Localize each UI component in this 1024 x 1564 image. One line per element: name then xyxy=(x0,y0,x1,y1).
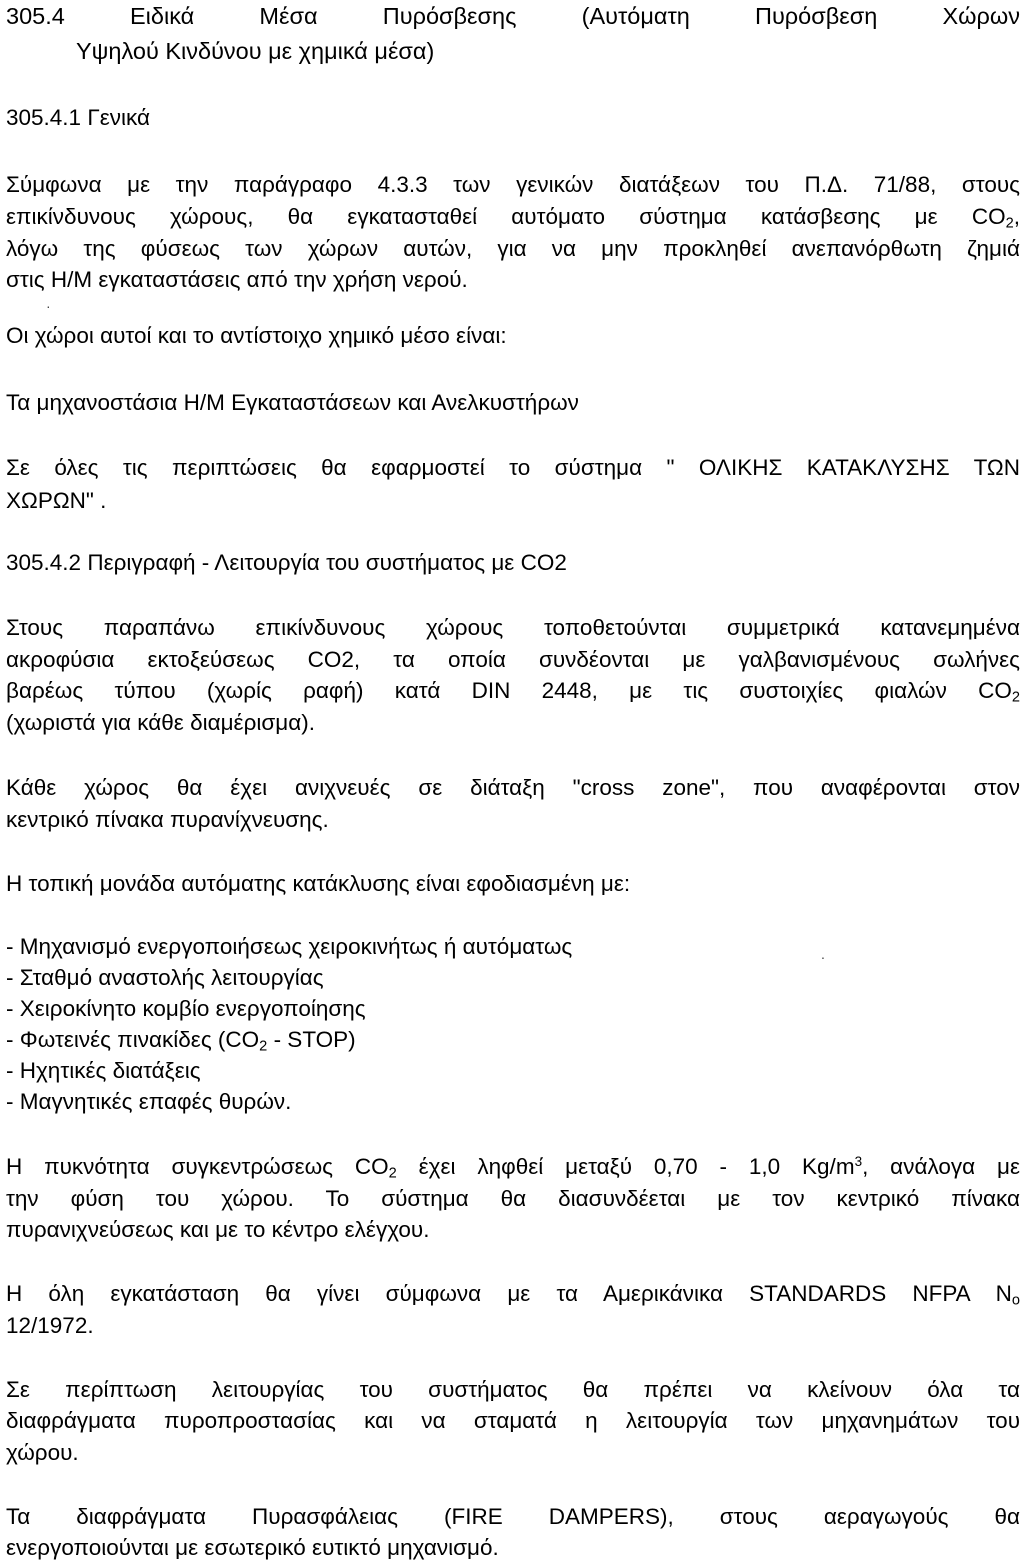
paragraph-line: Οι χώροι αυτοί και το αντίστοιχο χημικό μέσο είναι: xyxy=(6,323,507,348)
paragraph-line: βαρέως τύπου (χωρίς ραφή) κατά DIN 2448, με τις συστοιχίες φιαλών $CO_2$ xyxy=(6,678,1020,706)
scan-speck: . xyxy=(821,946,825,962)
paragraph-line: Η όλη εγκατάσταση θα γίνει σύμφωνα με τα Αμερικάνικα STANDARDS NFPA $N_o$ xyxy=(6,1281,1020,1309)
section-heading-305-4-1: 305.4.1 Γενικά xyxy=(6,105,150,130)
paragraph-line: λόγω της φύσεως των χώρων αυτών, για να μην προκληθεί ανεπανόρθωτη ζημιά xyxy=(6,236,1020,261)
paragraph-line: Κάθε χώρος θα έχει ανιχνευές σε διάταξη "cross zone", που αναφέρονται στον xyxy=(6,775,1020,800)
paragraph-line: Τα μηχανοστάσια Η/Μ Εγκαταστάσεων και Ανελκυστήρων xyxy=(6,390,579,415)
paragraph-line: ενεργοποιούνται με εσωτερικό ευτικτό μηχανισμό. xyxy=(6,1535,499,1560)
paragraph-line: Στους παραπάνω επικίνδυνους χώρους τοποθετούνται συμμετρικά κατανεμημένα xyxy=(6,615,1020,640)
section-heading-305-4-2: 305.4.2 Περιγραφή - Λειτουργία του συστήματος με CO2 xyxy=(6,550,567,575)
list-item: - Φωτεινές πινακίδες ($CO_2$ - STOP) xyxy=(6,1027,356,1055)
paragraph-line: χώρου. xyxy=(6,1440,79,1465)
paragraph-line: Τα διαφράγματα Πυρασφάλειας (FIRE DAMPERS), στους αεραγωγούς θα xyxy=(6,1504,1020,1529)
section-title-305-4-line1: 305.4 Ειδικά Μέσα Πυρόσβεσης (Αυτόματη Πυρόσβεση Χώρων xyxy=(6,3,1020,29)
section-title-305-4-line2: Υψηλού Κινδύνου με χημικά μέσα) xyxy=(76,38,435,64)
paragraph-line: πυρανιχνεύσεως και με το κέντρο ελέγχου. xyxy=(6,1217,430,1242)
paragraph-line: ακροφύσια εκτοξεύσεως CO2, τα οποία συνδέονται με γαλβανισμένους σωλήνες xyxy=(6,647,1020,672)
paragraph-line: διαφράγματα πυροπροστασίας και να σταματά η λειτουργία των μηχανημάτων του xyxy=(6,1408,1020,1433)
paragraph-line: ΧΩΡΩΝ" . xyxy=(6,488,107,513)
paragraph-line: την φύση του χώρου. Το σύστημα θα διασυνδέεται με τον κεντρικό πίνακα xyxy=(6,1186,1020,1211)
paragraph-line: Η πυκνότητα συγκεντρώσεως $CO_2$ έχει ληφθεί μεταξύ 0,70 - 1,0 $Kg/m^3$, ανάλογα με xyxy=(6,1153,1020,1182)
paragraph-line: Σύμφωνα με την παράγραφο 4.3.3 των γενικών διατάξεων του Π.Δ. 71/88, στους xyxy=(6,172,1020,197)
paragraph-line: Σε όλες τις περιπτώσεις θα εφαρμοστεί το σύστημα " ΟΛΙΚΗΣ ΚΑΤΑΚΛΥΣΗΣ ΤΩΝ xyxy=(6,455,1020,480)
paragraph-line: επικίνδυνους χώρους, θα εγκατασταθεί αυτόματο σύστημα κατάσβεσης με $CO_2$, xyxy=(6,204,1020,232)
list-item: - Ηχητικές διατάξεις xyxy=(6,1058,201,1083)
list-item: - Μηχανισμό ενεργοποιήσεως χειροκινήτως ή αυτόματως xyxy=(6,934,573,959)
list-item: - Χειροκίνητο κομβίο ενεργοποίησης xyxy=(6,996,366,1021)
paragraph-line: στις Η/Μ εγκαταστάσεις από την χρήση νερού. xyxy=(6,267,468,292)
paragraph-line: Σε περίπτωση λειτουργίας του συστήματος θα πρέπει να κλείνουν όλα τα xyxy=(6,1377,1020,1402)
paragraph-line: 12/1972. xyxy=(6,1313,94,1338)
paragraph-line: Η τοπική μονάδα αυτόματης κατάκλυσης είναι εφοδιασμένη με: xyxy=(6,871,631,896)
scan-speck: · xyxy=(46,298,51,314)
paragraph-line: κεντρικό πίνακα πυρανίχνευσης. xyxy=(6,807,329,832)
paragraph-line: (χωριστά για κάθε διαμέρισμα). xyxy=(6,710,315,735)
list-item: - Μαγνητικές επαφές θυρών. xyxy=(6,1089,292,1114)
list-item: - Σταθμό αναστολής λειτουργίας xyxy=(6,965,324,990)
